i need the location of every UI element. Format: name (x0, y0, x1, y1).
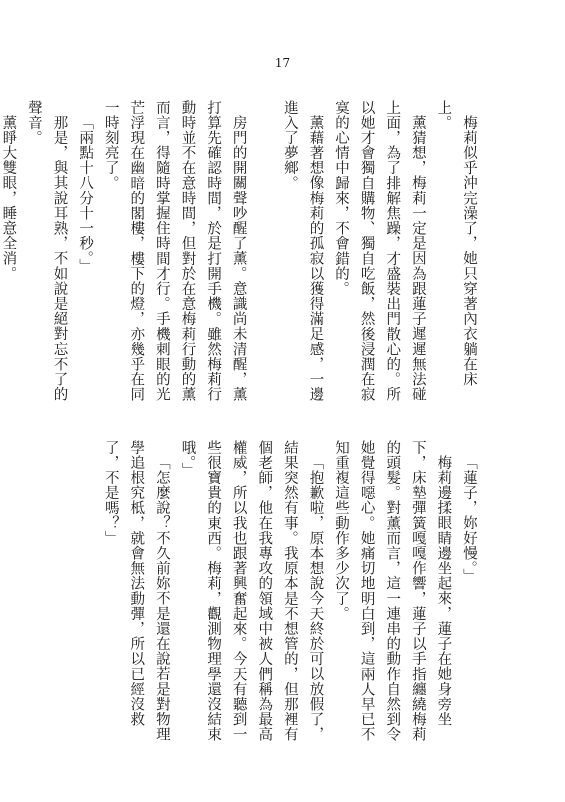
paragraph: 「怎麼說？不久前妳不是還在說若是對物理學追根究柢，就會無法動彈，所以已經沒救了，不是嗎？」 (102, 440, 170, 742)
blank-line (251, 100, 277, 410)
paragraph: 房門的開關聲吵醒了薰。意識尚未清醒，薰打算先確認時間，於是打開手機。雖然梅莉行動時並不在意時間，但對於在意梅莉行動的薰而言，得隨時掌握住時間才行。手機刺眼的光芒浮現在幽暗的閣樓，樓下的燈，亦幾乎在同一時刻亮了。 (102, 100, 247, 402)
paragraph: 「蓮子，妳好慢。」 (461, 454, 477, 584)
paragraph: 薰猜想，梅莉一定是因為跟蓮子遲遲無法碰上面，為了排解焦躁，才盛裝出門散心的。所以她才會獨自購物、獨自吃飯，然後浸潤在寂寞的心情中歸來，不會錯的。 (333, 100, 426, 402)
paragraph: 梅莉邊揉眼睛邊坐起來，蓮子在她身旁坐下，床墊彈簧嘎嘎作響，蓮子以手指纏繞梅莉的頭髮。對薰而言，這一連串的動作自然到令她覺得噁心。她痛切地明白到，這兩人早已不知重複這些動作多少次了。 (333, 440, 452, 742)
paragraph: 「抱歉啦，原本想說今天終於可以放假了，結果突然有事。我原本是不想管的，但那裡有個老師，他在我專攻的領域中被人們稱為最高權威，所以我也跟著興奮起來。今天有聽到一些很寶貴的東西。梅莉，觀測物理學還沒結束哦。」 (179, 440, 324, 742)
paragraph: 那是，與其說耳熟，不如說是絕對忘不了的聲音。 (25, 100, 68, 402)
text-block-bottom (97, 440, 481, 755)
paragraph: 梅莉似乎沖完澡了，她只穿著內衣躺在床上。 (435, 100, 477, 387)
text-block-top (0, 100, 481, 410)
paragraph: 薰睜大雙眼，睡意全消。 (0, 114, 17, 281)
paragraph: 薰藉著想像梅莉的孤寂以獲得滿足感，一邊進入了夢鄉。 (281, 100, 324, 402)
paragraph: 「兩點十八分十一秒。」 (77, 114, 94, 274)
page-number: 17 (274, 56, 291, 70)
